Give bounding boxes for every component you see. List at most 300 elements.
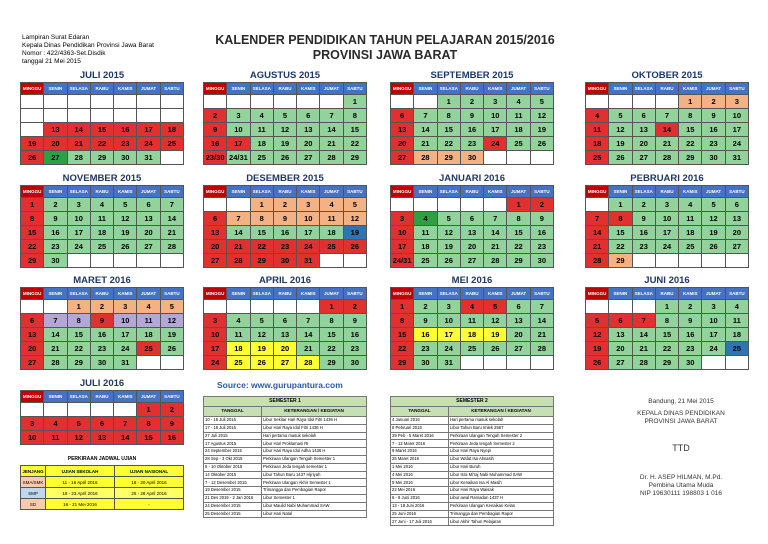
day-header: SABTU	[160, 186, 183, 198]
day-cell: 15	[137, 431, 160, 445]
semester-cell: Perkiraan Ulangan Tengah Semester 1	[262, 455, 367, 463]
day-cell: 10	[227, 123, 250, 137]
day-cell: 5	[250, 314, 273, 328]
day-cell: 20	[507, 328, 530, 342]
day-cell: 31	[114, 356, 137, 370]
day-cell: 11	[586, 123, 609, 137]
day-cell: 4	[586, 109, 609, 123]
semester-cell: Libur Sekitar Hari Raya Idul Fitri 1436 H	[262, 417, 367, 425]
day-cell	[21, 300, 44, 314]
day-cell: 12	[273, 123, 296, 137]
day-cell: 11	[250, 123, 273, 137]
day-cell: 25	[160, 137, 183, 151]
day-cell: 26	[586, 356, 609, 370]
header-note-line: Nomor : 422/4363-Set.Disdik	[22, 50, 106, 57]
day-cell: 17	[297, 226, 320, 240]
day-cell: 18	[320, 226, 343, 240]
month-name: DESEMBER 2015	[246, 173, 324, 184]
day-cell: 15	[609, 226, 632, 240]
semester-cell: 10 - 16 Juli 2015	[204, 417, 262, 425]
day-cell: 14	[227, 226, 250, 240]
month-name: JANUARI 2016	[439, 173, 505, 184]
day-cell: 12	[586, 328, 609, 342]
day-cell: 24	[702, 342, 725, 356]
exam-schedule	[20, 456, 184, 510]
day-cell	[204, 95, 227, 109]
exam-cell: 25 - 28 April 2016	[115, 488, 184, 499]
semester-cell: Perkiraan Ulangan Akhir Semester 1	[262, 479, 367, 487]
day-cell: 27	[204, 254, 227, 268]
day-cell: 29	[507, 254, 530, 268]
day-cell: 22	[343, 137, 366, 151]
day-header: MINGGU	[586, 186, 609, 198]
day-cell: 28	[227, 254, 250, 268]
signature-ttd: TTD	[672, 443, 690, 453]
semester-cell: 25 Juni 2016	[391, 510, 449, 518]
table-row	[391, 455, 554, 463]
day-cell: 22	[609, 240, 632, 254]
day-header: SENIN	[44, 288, 67, 300]
month-table	[20, 287, 184, 370]
day-cell: 24/31	[391, 254, 414, 268]
day-cell: 23	[414, 342, 437, 356]
day-header: JUMAT	[507, 83, 530, 95]
day-cell: 11	[507, 109, 530, 123]
day-cell: 19	[273, 137, 296, 151]
day-cell: 21	[227, 240, 250, 254]
day-header: SABTU	[160, 391, 183, 403]
exam-header: UJIAN NASIONAL	[115, 466, 184, 477]
day-cell: 10	[204, 328, 227, 342]
day-cell: 16	[679, 328, 702, 342]
semester-cell: 4 Januari 2016	[391, 417, 449, 425]
day-cell: 4	[460, 300, 483, 314]
day-cell	[725, 254, 748, 268]
day-cell: 11	[460, 314, 483, 328]
day-cell	[44, 403, 67, 417]
day-cell: 5	[702, 198, 725, 212]
day-cell: 12	[114, 212, 137, 226]
day-cell: 2	[679, 300, 702, 314]
day-cell: 3	[227, 109, 250, 123]
day-cell: 25	[137, 342, 160, 356]
day-cell: 31	[725, 151, 748, 165]
day-cell: 3	[391, 212, 414, 226]
day-cell: 30	[90, 356, 113, 370]
month-calendar	[585, 173, 749, 268]
day-cell	[530, 151, 553, 165]
day-cell: 1	[320, 300, 343, 314]
month-calendar	[203, 173, 367, 268]
exam-cell: 16 - 21 Mei 2016	[46, 499, 115, 510]
day-cell	[90, 95, 113, 109]
day-cell: 11	[90, 212, 113, 226]
day-header: MINGGU	[204, 83, 227, 95]
day-cell: 8	[343, 109, 366, 123]
semester-col-header: KETERANGAN / KEGIATAN	[262, 407, 367, 417]
day-header: JUMAT	[137, 391, 160, 403]
day-cell: 2	[343, 300, 366, 314]
day-cell: 11	[227, 328, 250, 342]
day-cell: 12	[484, 314, 507, 328]
day-cell: 31	[437, 356, 460, 370]
day-cell: 12	[437, 226, 460, 240]
day-cell: 6	[725, 198, 748, 212]
day-header: KAMIS	[484, 83, 507, 95]
day-cell: 8	[67, 314, 90, 328]
month-calendar	[203, 70, 367, 165]
day-cell: 13	[632, 123, 655, 137]
day-cell: 9	[679, 314, 702, 328]
day-header: JUMAT	[137, 288, 160, 300]
day-cell: 20	[21, 342, 44, 356]
day-cell: 23	[702, 137, 725, 151]
day-cell: 4	[725, 300, 748, 314]
day-cell	[137, 356, 160, 370]
day-cell	[137, 109, 160, 123]
day-cell: 2	[414, 300, 437, 314]
day-header: JUMAT	[320, 83, 343, 95]
day-cell	[609, 300, 632, 314]
day-cell: 4	[227, 314, 250, 328]
day-header: SENIN	[414, 83, 437, 95]
month-calendar	[390, 275, 554, 370]
day-cell: 29	[343, 151, 366, 165]
day-header: MINGGU	[391, 186, 414, 198]
semester-table	[390, 396, 554, 526]
day-cell	[273, 300, 296, 314]
day-header: RABU	[655, 186, 678, 198]
semester-cell: Libur Hari Natal	[262, 510, 367, 518]
day-cell: 30	[702, 151, 725, 165]
day-cell	[460, 356, 483, 370]
day-header: MINGGU	[204, 288, 227, 300]
day-cell: 17	[437, 328, 460, 342]
day-cell: 12	[702, 212, 725, 226]
day-cell: 28	[655, 151, 678, 165]
semester-title: SEMESTER 2	[391, 397, 554, 407]
semester-cell: 5 Mei 2016	[391, 479, 449, 487]
day-cell	[702, 254, 725, 268]
month-table	[390, 82, 554, 165]
month-name: JULI 2016	[79, 378, 125, 389]
day-cell	[160, 356, 183, 370]
day-header: RABU	[273, 288, 296, 300]
month-calendar	[20, 173, 184, 268]
month-calendar	[585, 70, 749, 165]
day-cell: 5	[586, 314, 609, 328]
day-cell: 9	[343, 314, 366, 328]
table-row	[391, 479, 554, 487]
day-cell: 29	[437, 151, 460, 165]
day-cell: 16	[702, 123, 725, 137]
table-row	[204, 448, 367, 456]
day-cell: 18	[679, 226, 702, 240]
day-cell	[530, 356, 553, 370]
day-cell	[160, 151, 183, 165]
day-cell: 15	[343, 123, 366, 137]
day-cell: 2	[702, 95, 725, 109]
day-cell: 14	[320, 123, 343, 137]
day-cell	[90, 109, 113, 123]
day-cell: 5	[160, 300, 183, 314]
exam-schedule-table	[20, 465, 184, 510]
day-cell: 1	[21, 198, 44, 212]
day-cell	[655, 254, 678, 268]
day-cell: 2	[460, 95, 483, 109]
day-cell	[160, 254, 183, 268]
table-row	[204, 455, 367, 463]
day-cell: 20	[137, 226, 160, 240]
day-cell: 10	[114, 314, 137, 328]
day-cell: 13	[137, 212, 160, 226]
day-header: SENIN	[44, 83, 67, 95]
table-row	[204, 440, 367, 448]
day-cell: 14	[44, 328, 67, 342]
day-header: SABTU	[530, 288, 553, 300]
table-row	[204, 510, 367, 518]
day-cell: 18	[460, 328, 483, 342]
day-cell: 16	[632, 226, 655, 240]
day-header: MINGGU	[21, 288, 44, 300]
day-cell: 14	[414, 123, 437, 137]
day-cell: 5	[437, 212, 460, 226]
day-cell: 13	[725, 212, 748, 226]
day-cell: 13	[609, 328, 632, 342]
day-cell	[114, 254, 137, 268]
exam-header: JENJANG	[21, 466, 46, 477]
day-cell: 10	[67, 212, 90, 226]
day-header: SELASA	[250, 83, 273, 95]
day-cell: 15	[507, 226, 530, 240]
day-cell: 10	[702, 314, 725, 328]
day-cell: 23	[273, 240, 296, 254]
day-cell: 23	[679, 342, 702, 356]
day-cell: 8	[137, 417, 160, 431]
day-cell: 19	[609, 137, 632, 151]
day-cell: 18	[250, 137, 273, 151]
month-table	[585, 82, 749, 165]
semester-cell: Libur Wafat Isa Almasih	[449, 455, 554, 463]
day-cell: 24	[484, 137, 507, 151]
day-header: MINGGU	[204, 186, 227, 198]
day-cell: 7	[44, 314, 67, 328]
exam-cell: -	[115, 499, 184, 510]
day-cell: 15	[320, 328, 343, 342]
day-cell: 4	[250, 109, 273, 123]
day-cell	[44, 95, 67, 109]
day-cell	[437, 198, 460, 212]
day-cell: 13	[44, 123, 67, 137]
day-header: JUMAT	[702, 186, 725, 198]
day-cell: 9	[460, 109, 483, 123]
day-cell: 28	[44, 356, 67, 370]
day-cell	[90, 403, 113, 417]
header-note-line: Kepala Dinas Pendidikan Provinsi Jawa Barat	[22, 42, 154, 49]
day-cell	[227, 300, 250, 314]
day-header: JUMAT	[702, 288, 725, 300]
day-cell: 28	[586, 254, 609, 268]
day-cell: 31	[137, 151, 160, 165]
day-cell: 3	[114, 300, 137, 314]
month-table	[203, 287, 367, 370]
day-cell: 15	[655, 328, 678, 342]
semester-cell: 9 Maret 2016	[391, 448, 449, 456]
day-header: RABU	[90, 391, 113, 403]
day-cell: 20	[44, 137, 67, 151]
day-cell: 6	[460, 212, 483, 226]
day-cell	[679, 254, 702, 268]
semester-cell: 6 - 8 Juni 2016	[391, 494, 449, 502]
day-header: SELASA	[437, 186, 460, 198]
day-cell: 10	[725, 109, 748, 123]
day-cell: 24	[137, 137, 160, 151]
semester-cell: Perkiraan Ulangan Tengah Semester 2	[449, 432, 554, 440]
day-cell: 11	[725, 314, 748, 328]
day-cell: 3	[725, 95, 748, 109]
day-cell: 16	[90, 328, 113, 342]
day-cell: 3	[655, 198, 678, 212]
day-cell: 21	[44, 342, 67, 356]
month-table	[20, 82, 184, 165]
day-cell: 30	[114, 151, 137, 165]
day-header: SELASA	[250, 288, 273, 300]
day-cell: 9	[90, 314, 113, 328]
day-header: SABTU	[725, 288, 748, 300]
day-cell: 2	[90, 300, 113, 314]
day-cell: 28	[632, 356, 655, 370]
day-cell	[414, 198, 437, 212]
day-cell: 28	[160, 240, 183, 254]
table-row	[21, 499, 184, 510]
day-cell: 25	[90, 240, 113, 254]
day-cell	[297, 300, 320, 314]
day-cell: 15	[21, 226, 44, 240]
month-table	[585, 185, 749, 268]
day-cell: 9	[204, 123, 227, 137]
semester-cell: Libur Hari Raya Idul Adha 1436 H	[262, 448, 367, 456]
day-cell: 19	[702, 226, 725, 240]
semester-cell: 25 Maret 2016	[391, 455, 449, 463]
day-cell: 12	[530, 109, 553, 123]
day-cell	[44, 300, 67, 314]
day-cell: 28	[67, 151, 90, 165]
day-cell: 5	[343, 198, 366, 212]
day-header: SELASA	[67, 83, 90, 95]
day-cell: 6	[90, 417, 113, 431]
day-cell	[227, 95, 250, 109]
semester-cell: 17 - 18 Juli 2015	[204, 424, 262, 432]
day-cell: 30	[414, 356, 437, 370]
day-cell: 30	[44, 254, 67, 268]
table-row	[391, 417, 554, 425]
day-cell	[632, 300, 655, 314]
day-cell	[67, 95, 90, 109]
semester1-table	[203, 396, 367, 518]
day-cell: 3	[484, 95, 507, 109]
day-cell: 14	[67, 123, 90, 137]
day-cell: 5	[114, 198, 137, 212]
semester-cell: 24 September 2015	[204, 448, 262, 456]
day-cell: 19	[114, 226, 137, 240]
day-cell: 12	[609, 123, 632, 137]
day-cell: 14	[114, 431, 137, 445]
day-cell	[273, 95, 296, 109]
day-cell	[67, 109, 90, 123]
day-cell: 13	[297, 123, 320, 137]
day-cell: 29	[609, 254, 632, 268]
day-cell: 20	[725, 226, 748, 240]
day-cell: 17	[391, 240, 414, 254]
day-cell: 23	[460, 137, 483, 151]
day-cell: 14	[484, 226, 507, 240]
day-cell: 20	[297, 137, 320, 151]
day-cell: 9	[632, 212, 655, 226]
day-header: KAMIS	[114, 83, 137, 95]
semester-cell: 25 Desember 2015	[204, 510, 262, 518]
day-cell: 23	[90, 342, 113, 356]
month-calendar	[203, 275, 367, 370]
day-cell	[320, 95, 343, 109]
month-name: PEBRUARI 2016	[630, 173, 704, 184]
day-cell: 10	[297, 212, 320, 226]
day-cell: 18	[137, 328, 160, 342]
day-header: KAMIS	[484, 288, 507, 300]
day-cell: 11	[44, 431, 67, 445]
day-cell: 8	[437, 109, 460, 123]
semester-cell: 24 Desember 2015	[204, 502, 262, 510]
table-row	[204, 487, 367, 495]
day-cell: 4	[507, 95, 530, 109]
day-cell: 3	[702, 300, 725, 314]
day-cell	[484, 151, 507, 165]
day-cell: 14	[160, 212, 183, 226]
day-cell: 9	[414, 314, 437, 328]
day-cell: 7	[586, 212, 609, 226]
day-cell: 4	[44, 417, 67, 431]
semester-col-header: TANGGAL	[391, 407, 449, 417]
exam-cell: 11 - 16 April 2016	[46, 477, 115, 488]
semester-cell: Trimangga dan Pembagian Rapor	[449, 510, 554, 518]
day-header: MINGGU	[391, 288, 414, 300]
day-cell: 7	[530, 300, 553, 314]
day-header: KAMIS	[679, 83, 702, 95]
day-header: RABU	[460, 186, 483, 198]
semester-cell: 28 Sep - 3 Okt 2015	[204, 455, 262, 463]
day-cell: 28	[530, 342, 553, 356]
day-cell: 20	[460, 240, 483, 254]
semester-cell: 22 Mei 2016	[391, 487, 449, 495]
semester-cell: Perkiraan Jeda tengah semester 1	[262, 463, 367, 471]
day-cell: 19	[437, 240, 460, 254]
day-cell: 27	[21, 356, 44, 370]
day-cell: 30	[679, 356, 702, 370]
day-header: JUMAT	[320, 288, 343, 300]
day-header: SENIN	[609, 288, 632, 300]
semester-cell: 13 - 18 Juni 2016	[391, 502, 449, 510]
month-name: OKTOBER 2015	[631, 70, 703, 81]
day-header: MINGGU	[586, 83, 609, 95]
day-cell: 26	[21, 151, 44, 165]
day-cell: 5	[67, 417, 90, 431]
day-cell: 9	[44, 212, 67, 226]
day-cell: 7	[655, 109, 678, 123]
day-cell: 25	[679, 240, 702, 254]
day-cell: 3	[297, 198, 320, 212]
day-cell: 17	[655, 226, 678, 240]
day-header: RABU	[90, 83, 113, 95]
day-cell: 29	[679, 151, 702, 165]
